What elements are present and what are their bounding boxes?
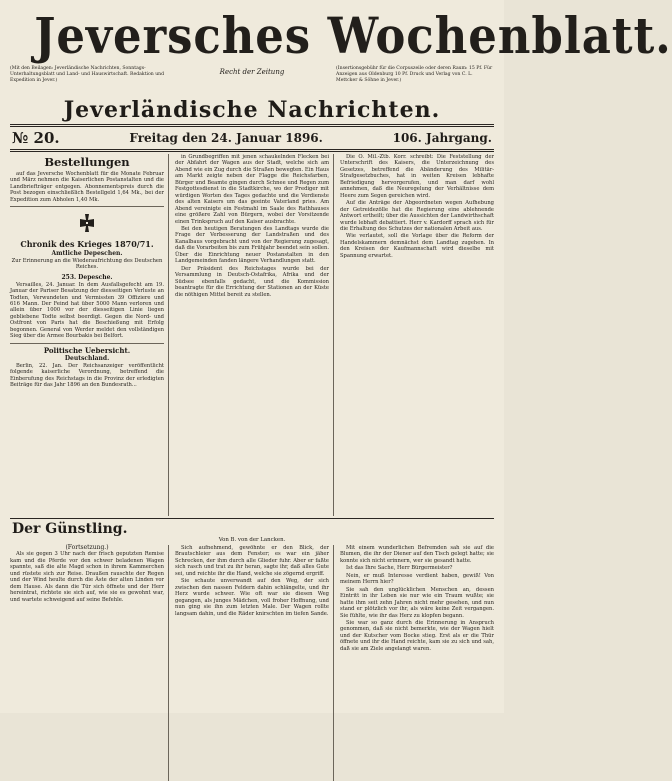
dateline	[10, 129, 494, 147]
story-col3-text: Sie war so ganz durch die Erinnerung in Anspruch genommen, daß sie nicht bemerkte, wie der Wagen hielt und der Kutscher vom Bocke stieg. Erst als er die Thür öffnete und ihr die Hand reichte, kam sie zu sich und sah, daß sie am Ziele angelangt waren.	[340, 619, 494, 652]
col3-text-2: Auf die Anträge der Abgeordneten wegen Aufhebung der Getreidezölle hat die Regierung eine ablehnende Antwort ertheilt; über die Aussichten der Landwirthschaft wurde lebhaft debattiert. Herr v. Kardorff sprach sich für die Erhaltung des Schutzes der nationalen Arbeit aus.	[340, 200, 494, 232]
upper-columns	[10, 154, 494, 516]
masthead-title: Jeversches Wochenblatt.	[34, 6, 672, 65]
chronik-subheading: Amtliche Depeschen.	[51, 249, 123, 257]
col2-text-1: in Grundbegriffen mit jenen schaukelnden Flecken bei der Abfahrt der Wagen aus der Stadt, welche sich am Abend wie ein Zug durch die Straßen bewegten. Ein Haus am Markt zeigte neben der Flagge die Reichsfarben, Bürger und Beamte gingen durch Schnee und Regen zum Festgottesdienst in die Stadtkirche, wo der Prediger mit würdigen Worten des Tages gedachte und die Verdienste des alten Kaisers um das geeinte Vaterland pries. Am Abend vereinigte ein Festmahl im Saale des Rathhauses eine größere Zahl von Bürgern, wobei der Vorsitzende einen Trinkspruch auf den Kaiser ausbrachte.	[175, 154, 329, 225]
iron-cross-icon	[77, 213, 97, 233]
depesche-text: Versailles, 24. Januar. In dem Ausfallsgefecht am 19. Januar der Pariser Besatzung der diesseitigen Verluste an Todten, Verwundeten und Vermissten 39 Offiziere und 616 Mann. Der Feind hat über 5000 Mann verloren und allein über 1000 vor der diesseitigen Linie liegen gebliebene Todte selbst beerdigt. Gegen die Nord- und Ostfront von Paris hat die Beschießung mit Erfolg begonnen. General von Werder meldet den vollständigen Sieg über die Armee Bourbakis bei Belfort.	[10, 281, 164, 340]
masthead-center-note: Recht der Zeitung	[219, 68, 285, 76]
story-col1-text: Als sie gegen 3 Uhr nach der frisch geputzten Remise kam und die Pferde vor den schwer beladenen Wagen spannte, saß die alte Magd schon in ihrem Kammerchen und rüstete sich zur Reise. Draußen rauschte der Regen und der Wind heulte durch die Äste der alten Linden vor dem Hause. Als dann die Tür sich öffnete und der Herr hereintrat, richtete sie sich auf, wie sie es gewohnt war, und wartete schweigend auf seine Befehle.	[10, 551, 164, 603]
story-byline: Von B. von der Lancken.	[218, 537, 286, 543]
chronik-note: Zur Erinnerung an die Wiederaufrichtung des Deutschen Reiches.	[11, 257, 163, 271]
politik-text: Berlin, 22. Jan. Der Reichsanzeiger veröffentlicht folgende kaiserliche Verordnung, betreffend die Einberufung des Reichstags in die Provinz der erledigten Beiträge für das Jahr 1896 an den Bundesrath...	[10, 362, 164, 389]
column-1	[10, 154, 169, 516]
col2-text-3: Der Präsident des Reichstages wurde bei der Versammlung in Deutsch-Ostafrika, Afrika und der Südsee ebenfalls gedacht, und die Kommission beantragte für die Errichtung der Stationen an der Küste die nöthigen Mittel bereit zu stellen.	[175, 265, 329, 298]
politik-heading: Politische Uebersicht.	[43, 345, 131, 355]
story-column-2	[175, 545, 334, 781]
iron-cross-wrap	[10, 213, 164, 235]
column-3	[340, 154, 494, 516]
masthead-right-note: (Insertionsgebühr für die Corpuszeile oder deren Raum: 15 Pf. Für Anzeigen aus Oldenburg 10 Pf. Druck und Verlag von C. L. Mettcker & Söhne in Jever.)	[336, 66, 493, 83]
col3-text-5: Sie sah den unglücklichen Menschen an, dessen Eintritt in ihr Leben sie nur wie ein Traum wußte; sie hatte ihm seit zehn Jahren nicht mehr gesehen, und nun stand er plötzlich vor ihr, als wäre keine Zeit vergangen. Sie fühlte, wie ihr das Herz zu klopfen begann.	[340, 586, 494, 619]
issue-date: Freitag den 24. Januar 1896.	[129, 131, 323, 145]
issue-year: 106. Jahrgang.	[392, 131, 492, 145]
divider	[10, 206, 164, 207]
divider	[10, 343, 164, 344]
masthead-subtitle: Jeverländische Nachrichten.	[63, 97, 441, 123]
story-rule	[10, 518, 494, 519]
col3-dialog-1: Ist das Ihre Sache, Herr Bürgermeister?	[346, 565, 453, 572]
masthead-left-note: (Mit den Beilagen: Jeverländische Nachrichten, Sonntags-Unterhaltungsblatt und Land- und Hauswirtschaft. Redaktion und Expedition in Jever.)	[10, 66, 165, 83]
dateline-rule	[10, 149, 494, 152]
depesche-title: 253. Depesche.	[61, 273, 113, 281]
col3-dialog-2: Nein, er muß Interesse verdient haben, gewiß! Von meinem Herrn hier?	[340, 572, 494, 586]
col3-text-1: Die O. Mil.-Ztb. Korr. schreibt: Die Feststellung der Unterschrift des Kaisers, die Unterzeichnung des Gesetzes, betreffend die Abänderung des Militär-Strafgesetzbuches, hat in weiten Kreisen lebhafte Befriedigung hervorgerufen, und man darf wohl annehmen, daß die Neuregelung der Verhältnisse dem Heere zum Segen gereichen wird.	[340, 154, 494, 199]
story-columns	[10, 545, 494, 781]
top-rule	[10, 124, 494, 127]
bestellungen-heading: Bestellungen	[44, 155, 130, 169]
story-continued: (Fortsetzung.)	[65, 544, 109, 551]
bestellungen-text: auf das Jeversche Wochenblatt für die Monate Februar und März nehmen die Kaiserlichen Postanstalten und die Landbriefträger entgegen. Abonnementspreis durch die Post bezogen einschließlich Bestellgeld 1,64 Mk., bei der Expedition zum Abholen 1,40 Mk.	[10, 171, 164, 203]
col2-text-2: Bei den heutigen Beratungen des Landtags wurde die Frage der Verbesserung der Landstraßen und des Kanalbaus vorgebracht und von der Regierung zugesagt, daß die Vorarbeiten bis zum Frühjahr beendet sein sollen. Über die Einrichtung neuer Postanstalten in den Landgemeinden fanden längere Verhandlungen statt.	[175, 225, 329, 265]
story-column-3	[340, 545, 494, 781]
story-column-1	[10, 545, 169, 781]
story-col2-text: Sie schaute unverwandt auf den Weg, der sich zwischen den nassen Feldern dahin schlängelte, und ihr Herz wurde schwer. Wie oft war sie diesen Weg gegangen, als junges Mädchen, voll froher Hoffnung, und nun ging sie ihn zum letzten Male. Der Wagen rollte langsam dahin, und die Räder knirschten im tiefen Sande.	[175, 578, 329, 617]
col3-text-4: Mit einem wunderlichen Befremden sah sie auf die Blumen, die ihr der Diener auf den Tisch gelegt hatte; sie konnte sich nicht erinnern, wer sie gesandt hatte.	[340, 545, 494, 564]
issue-number: № 20.	[12, 129, 60, 147]
chronik-heading: Chronik des Krieges 1870/71.	[20, 238, 154, 249]
column-2	[175, 154, 334, 516]
story-title: Der Günstling.	[12, 521, 128, 537]
politik-subheading: Deutschland.	[64, 354, 110, 362]
col2-text-4: Sich aufnehmend, gewöhnte er den Blick, der Brautschleier aus dem Fenster; es war ein jäher Schrecken, der ihm durch alle Glieder fuhr. Aber er faßte sich rasch und trat zu ihr heran, sagte ihr, daß alles Gute sei, und reichte ihr die Hand, welche sie zögernd ergriff.	[175, 545, 329, 577]
col3-text-3: Wie verlautet, soll die Vorlage über die Reform der Handelskammern demnächst dem Landtag zugehen. In den Kreisen der Kaufmannschaft wird dieselbe mit Spannung erwartet.	[340, 233, 494, 259]
